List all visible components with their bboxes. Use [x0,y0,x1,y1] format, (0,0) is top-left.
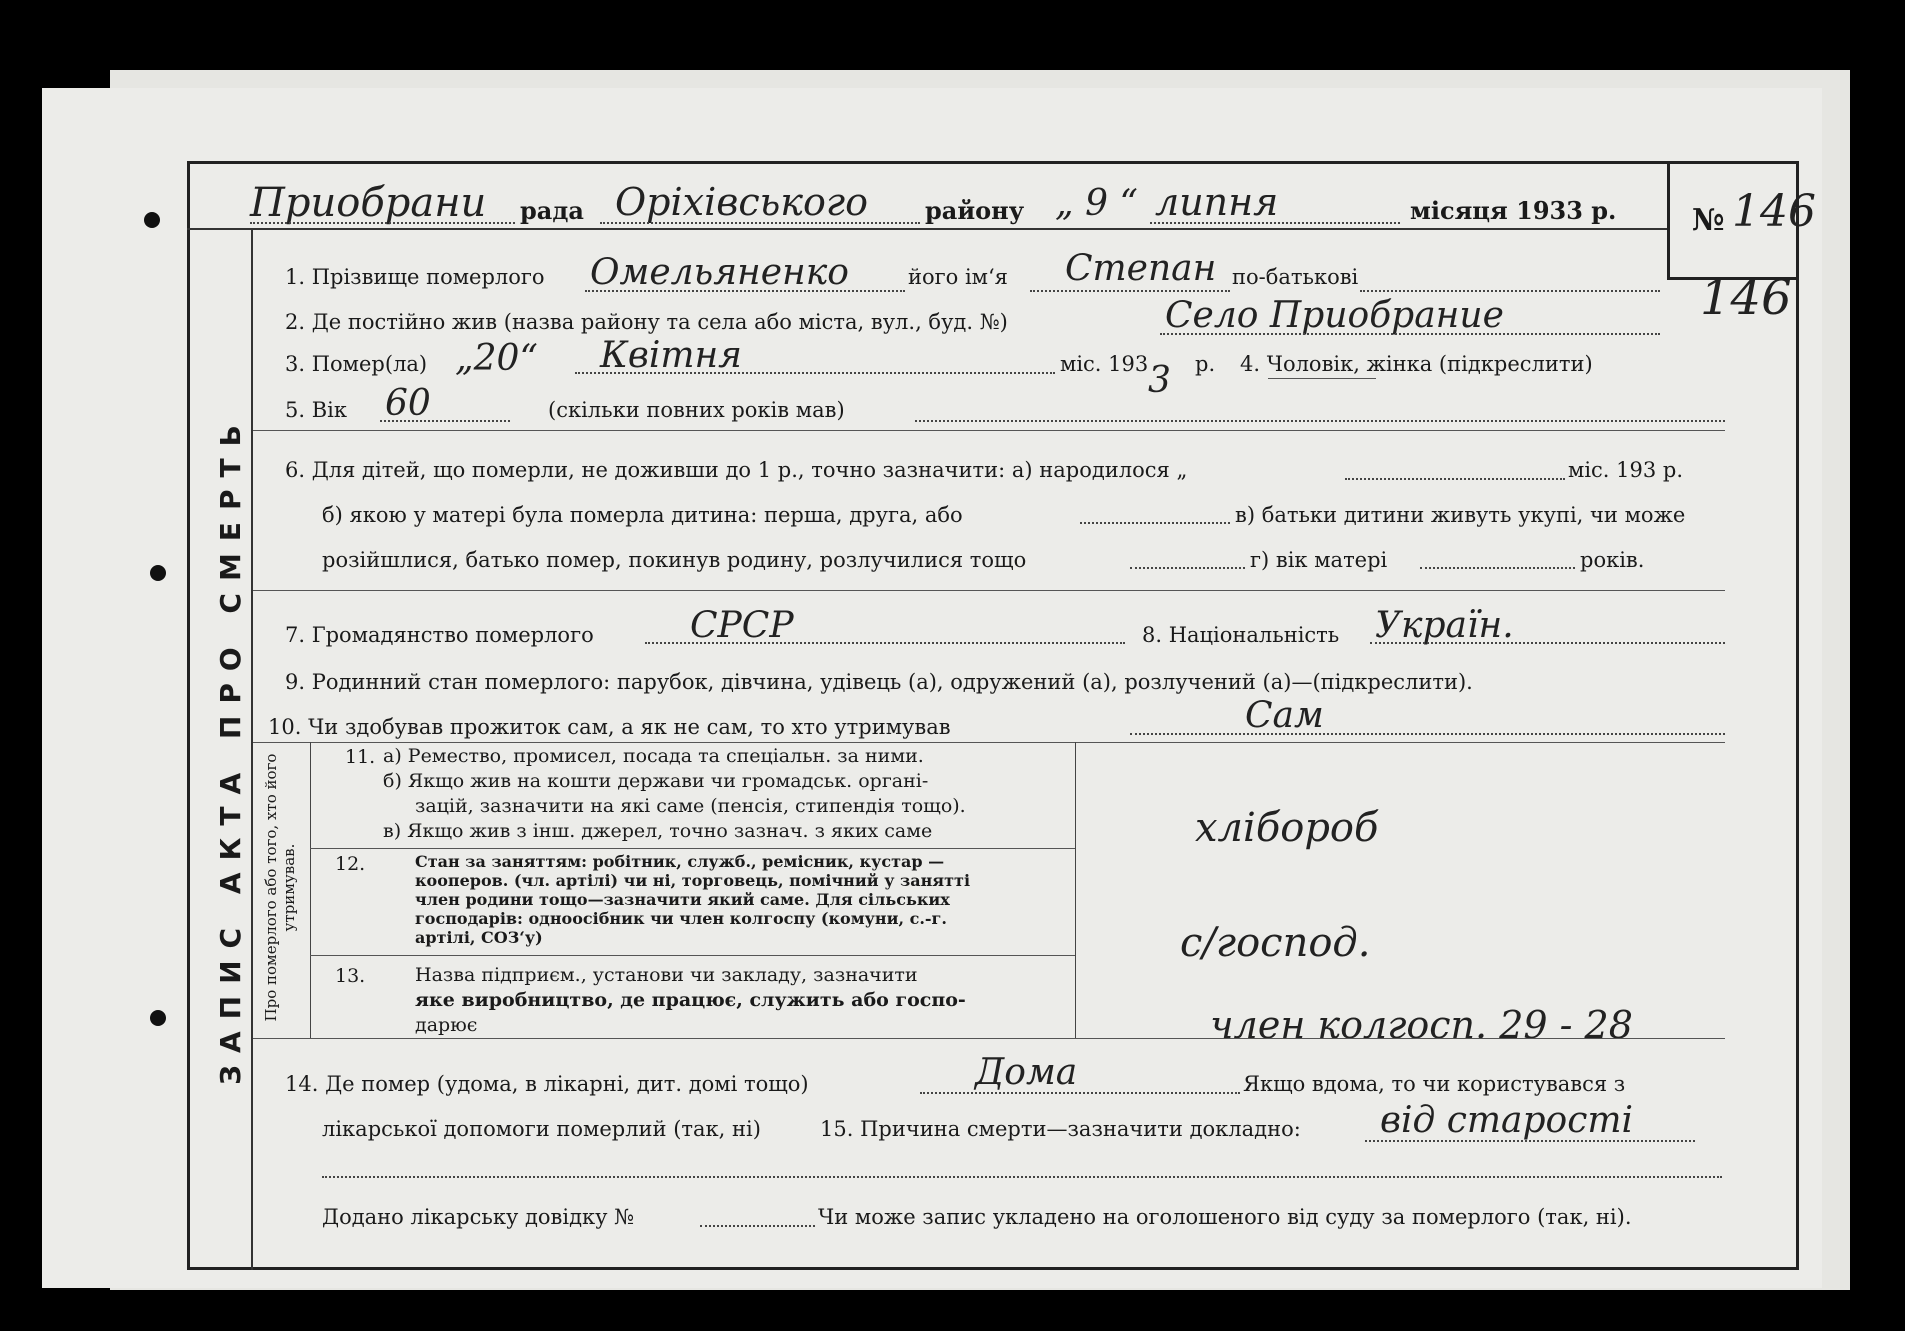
field-7-label: 7. Громадянство померлого [285,623,594,647]
field-12-line: кооперов. (чл. артілі) чи ні, торговець, помічний у занятті [415,871,971,890]
dotted-line [322,1176,1722,1178]
district-label: району [925,196,1025,225]
side-title: ЗАПИС АКТА ПРО СМЕРТЬ [213,413,247,1085]
field-6-month-year: міс. 193 р. [1568,458,1684,482]
field-13-line: дарює [415,1014,478,1036]
dotted-line [700,1225,815,1227]
field-14-label: 14. Де помер (удома, в лікарні, дит. домі тощо) [285,1072,809,1096]
dotted-line [1030,290,1230,292]
dotted-line [1365,1140,1695,1142]
age-note: (скільки повних років мав) [548,398,845,422]
field-12-line: Стан за заняттям: робітник, служб., ремісник, кустар — [415,852,945,871]
surname-handwritten: Омельяненко [590,252,849,293]
section-divider [253,430,1725,431]
field-11-number: 11. [345,746,376,768]
year-suffix: р. [1195,352,1216,376]
record-number: 146 [1732,186,1816,237]
table-row-line [310,955,1075,956]
field-11-b1: б) Якщо жив на кошти держави чи громадськ. органі- [383,770,929,792]
field-12-line: артілі, СОЗ‘у) [415,928,543,947]
death-year-handwritten: 3 [1148,360,1171,401]
field-6-line-2b: в) батьки дитини живуть укупі, чи може [1235,503,1686,527]
dotted-line [1370,642,1725,644]
footer-label-a: Додано лікарську довідку № [322,1205,635,1229]
field-6-line-2a: б) якою у матері була померла дитина: перша, друга, або [322,503,963,527]
nationality-handwritten: Україн. [1375,605,1514,646]
name-handwritten: Степан [1065,248,1217,289]
dotted-line [575,372,1055,374]
table-row-line [310,848,1075,849]
dotted-line [920,1092,1240,1094]
field-4-label: 4. Чоловік, жінка (підкреслити) [1240,352,1593,376]
section-divider [253,742,1725,743]
dotted-line [1130,733,1725,735]
district-handwritten: Оріхівського [615,180,868,224]
record-number-box [1667,161,1816,280]
dotted-line [1080,522,1230,524]
field-12-number: 12. [335,853,366,875]
margin-number: 146 [1700,270,1792,326]
field-9-label: 9. Родинний стан померлого: парубок, дівчина, удівець (а), одружений (а), розлучений (а)—(підкреслити). [285,670,1473,694]
field-11-c: в) Якщо жив з інш. джерел, точно зазнач. з яких саме [383,820,933,842]
dotted-line [1420,567,1575,569]
field-12-line: член родини тощо—зазначити який саме. Для сільських [415,890,950,909]
punch-hole [150,565,166,581]
dotted-line [585,290,905,292]
sidebar [187,228,253,1270]
field-10-label: 10. Чи здобував прожиток сам, а як не сам, то хто утримував [268,715,951,739]
section-divider [253,1038,1725,1039]
field-14-line-2: лікарської допомоги померлий (так, ні) [322,1117,761,1141]
field-12-text [415,852,970,947]
citizenship-handwritten: СРСР [690,605,794,646]
field-6-line-1: 6. Для дітей, що померли, не доживши до 1 р., точно зазначити: а) народилося „ [285,458,1188,482]
field-6-line-3a: розійшлися, батько помер, покинув родину, розлучилися тощо [322,548,1027,572]
field-5-label: 5. Вік [285,398,347,422]
dotted-line [600,222,920,224]
field-13-text [415,963,966,1038]
death-month-handwritten: Квітня [600,335,743,376]
table-column-line [310,742,311,1038]
section-divider [253,590,1725,591]
dotted-line [645,642,1125,644]
dotted-line [380,420,510,422]
field-11-a: а) Ремество, промисел, посада та спеціальн. за ними. [383,745,924,767]
field-13-line: Назва підприєм., установи чи закладу, зазначити [415,964,918,986]
table-column-line [1075,742,1076,1038]
number-label: № [1692,203,1725,238]
month-year-label: міс. 193 [1060,352,1149,376]
month-handwritten: липня [1155,180,1279,224]
dotted-line [250,222,515,224]
sex-underline [1268,378,1376,379]
dotted-line [1360,290,1660,292]
field-2-label: 2. Де постійно жив (назва району та села або міста, вул., буд. №) [285,310,1008,334]
day-handwritten: „ 9 “ [1055,183,1138,224]
punch-hole [150,1010,166,1026]
field-15-label: 15. Причина смерти—зазначити докладно: [820,1117,1301,1141]
council-label: рада [520,196,584,225]
dotted-line [1345,478,1565,480]
council-handwritten: Приобрани [250,180,487,226]
field-3-label: 3. Помер(ла) [285,352,428,376]
field-1-label: 1. Прізвище померлого [285,265,545,289]
place-handwritten: Дома [975,1052,1078,1093]
field-11-b2: зацій, зазначити на які саме (пенсія, стипендія тощо). [415,795,966,817]
punch-hole [144,212,160,228]
dotted-line [1130,567,1245,569]
occupation-handwritten: хлібороб [1195,805,1379,851]
support-handwritten: Сам [1245,695,1324,736]
patronymic-label: по-батькові [1232,265,1359,289]
field-13-number: 13. [335,965,366,987]
month-year-label: місяця 1933 р. [1410,196,1617,225]
field-14-question: Якщо вдома, то чи користувався з [1243,1072,1626,1096]
field-8-label: 8. Національність [1142,623,1340,647]
status-handwritten: с/господ. [1180,920,1371,966]
vertical-note: Про померлого або того, хто його утримував. [262,753,298,1022]
field-6-line-3b: г) вік матері [1250,548,1388,572]
residence-handwritten: Село Приобрание [1165,295,1504,336]
dotted-line [1160,333,1660,335]
name-label: його ім‘я [908,265,1008,289]
cause-handwritten: від старості [1380,1100,1634,1141]
footer-label-b: Чи може запис укладено на оголошеного від суду за померлого (так, ні). [818,1205,1632,1229]
header-divider [187,228,1667,230]
field-11-text [383,744,966,844]
field-13-line: яке виробництво, де працює, служить або госпо- [415,989,966,1011]
field-12-line: господарів: одноосібник чи член колгоспу (комуни, с.-г. [415,909,947,928]
workplace-handwritten: член колгосп. 29 - 28 [1210,1003,1633,1047]
death-day-handwritten: „20“ [455,338,538,379]
field-6-line-3c: років. [1580,548,1645,572]
age-handwritten: 60 [385,383,431,424]
dotted-line [915,420,1725,422]
dotted-line [1150,222,1400,224]
